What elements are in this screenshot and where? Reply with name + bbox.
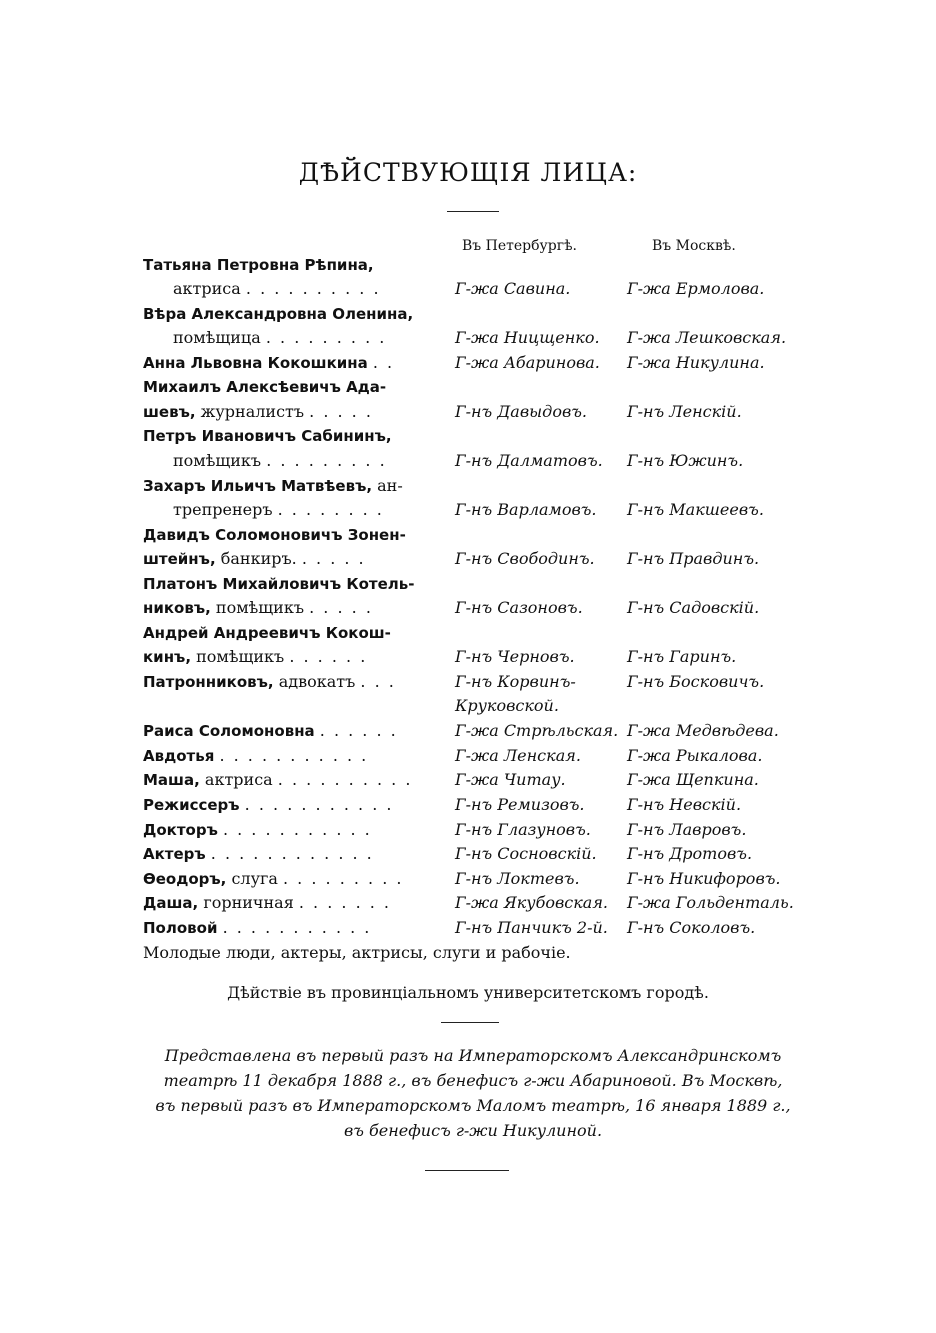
actor-moscow: Г-нъ Босковичъ. [627,672,765,691]
role-description [143,302,413,326]
role-name: штейнъ, [143,550,216,568]
actor-moscow: Г-нъ Южинъ. [627,451,744,470]
premiere-line: театрѣ 11 декабря 1888 г., въ бенефисъ г-жи Абариновой. Въ Москвѣ, [163,1071,783,1090]
actor-petersburg: Г-нъ Ремизовъ. [455,795,585,814]
role-name: Платонъ Михайловичъ Котель- [143,575,415,593]
role-description [143,572,414,596]
actor-moscow: Г-жа Гольденталь. [627,893,794,912]
cast-row [143,326,803,350]
role-description [143,645,367,669]
role-description [143,818,372,842]
premiere-line: въ первый разъ въ Императорскомъ Маломъ театрѣ, 16 января 1889 г., [155,1096,791,1115]
role-name: Авдотья [143,747,215,765]
actor-petersburg: Г-нъ Сазоновъ. [455,598,583,617]
role-description [143,768,412,792]
role-detail: журналистъ [195,402,305,421]
dot-leader: . . . . . . . . . [283,869,404,888]
role-name: кинъ, [143,648,192,666]
dot-leader: . . . . . . . . . [265,328,387,347]
actor-petersburg: Г-нъ Корвинъ- [455,672,576,691]
role-detail: помѣщикъ [210,598,305,617]
role-name: Актеръ [143,845,206,863]
actor-moscow: Г-жа Лешковская. [627,328,787,347]
role-description [143,351,394,375]
role-description [173,498,384,522]
cast-row [143,744,803,768]
cast-row [143,842,803,866]
dot-leader: . . . . . . . . . . . [244,795,394,814]
role-detail: трепренеръ [173,500,273,519]
role-description [143,793,393,817]
role-name: Раиса Соломоновна [143,722,315,740]
actor-moscow: Г-жа Рыкалова. [627,746,763,765]
role-detail: актриса [173,279,241,298]
role-name: Режиссеръ [143,796,240,814]
actor-moscow: Г-нъ Макшеевъ. [627,500,764,519]
column-heading-petersburg: Въ Петербургѣ. [462,238,577,254]
role-description [143,400,373,424]
dot-leader: . . . . . . . . . . . . [210,844,374,863]
role-name: Давидъ Соломоновичъ Зонен- [143,526,406,544]
cast-row [143,351,803,375]
cast-row [143,253,803,277]
actor-moscow: Г-нъ Гаринъ. [627,647,737,666]
actor-moscow: Г-жа Ермолова. [627,279,765,298]
dot-leader: . . . . . . . . . . . [219,746,369,765]
actor-moscow: Г-нъ Соколовъ. [627,918,756,937]
cast-row [143,424,803,448]
actor-petersburg: Г-жа Стрѣльская. [455,721,619,740]
role-description [143,253,374,277]
cast-row [143,375,803,399]
role-detail: горничная [198,893,294,912]
role-detail: помѣщица [173,328,261,347]
dot-leader: . . . . . . . . [277,500,384,519]
role-name: Анна Львовна Кокошкина [143,354,368,372]
cast-row [143,891,803,915]
actor-petersburg: Г-нъ Свободинъ. [455,549,595,568]
actor-moscow: Г-нъ Садовскій. [627,598,760,617]
actor-petersburg: Г-жа Савина. [455,279,571,298]
role-name: Михаилъ Алексѣевичъ Ада- [143,378,387,396]
role-name: Петръ Ивановичъ Сабининъ, [143,427,392,445]
actor-petersburg: Г-нъ Сосновскій. [455,844,597,863]
page-title: ДѢЙСТВУЮЩІЯ ЛИЦА: [298,158,638,187]
actor-moscow: Г-нъ Лавровъ. [627,820,747,839]
cast-row [143,596,803,620]
actor-moscow: Г-нъ Никифоровъ. [627,869,781,888]
role-name: Патронниковъ, [143,673,274,691]
actor-petersburg: Г-нъ Далматовъ. [455,451,603,470]
cast-row [143,694,803,718]
role-description [143,891,391,915]
end-divider [425,1170,509,1171]
actor-moscow: Г-нъ Дротовъ. [627,844,753,863]
premiere-line: Представлена въ первый разъ на Императорскомъ Александринскомъ [164,1046,782,1065]
cast-row [143,474,803,498]
actor-petersburg: Г-жа Ленская. [455,746,581,765]
role-description [143,867,403,891]
cast-row [143,449,803,473]
role-description [173,449,387,473]
actor-petersburg: Г-нъ Панчикъ 2-й. [455,918,608,937]
role-name: никовъ, [143,599,211,617]
cast-row [143,498,803,522]
role-detail: помѣщикъ [173,451,262,470]
dot-leader: . . . . . . . . . . [245,279,381,298]
actor-moscow: Г-жа Щепкина. [627,770,759,789]
role-detail: адвокатъ [273,672,356,691]
actor-moscow: Г-нъ Ленскій. [627,402,742,421]
column-heading-moscow: Въ Москвѣ. [652,238,736,254]
role-description [143,523,406,547]
role-description [143,621,391,645]
dot-leader: . . . [360,672,396,691]
actor-petersburg: Г-жа Абаринова. [455,353,600,372]
actor-moscow: Г-жа Никулина. [627,353,765,372]
actor-moscow: Г-жа Медвѣдева. [627,721,779,740]
dot-leader: . . . . . . [289,647,368,666]
role-description [143,375,386,399]
cast-row [143,941,803,965]
role-detail: слуга [226,869,278,888]
role-description [143,941,571,965]
dot-leader: . . [372,353,395,372]
cast-row [143,547,803,571]
actor-petersburg: Г-жа Якубовская. [455,893,609,912]
role-name: Половой [143,919,218,937]
role-detail: Молодые люди, актеры, актрисы, слуги и рабочіе. [143,943,571,962]
cast-row [143,670,803,694]
role-description [143,670,396,694]
role-description [173,277,381,301]
dot-leader: . . . . . . . . . [266,451,387,470]
cast-row [143,768,803,792]
setting-divider [441,1022,499,1023]
cast-row [143,818,803,842]
cast-row [143,400,803,424]
actor-petersburg: Г-нъ Локтевъ. [455,869,580,888]
actor-petersburg: Г-нъ Глазуновъ. [455,820,591,839]
role-description [143,424,392,448]
dot-leader: . . . . . [309,402,373,421]
cast-row [143,277,803,301]
cast-row [143,523,803,547]
dot-leader: . . . . . . [319,721,398,740]
cast-row [143,719,803,743]
cast-row [143,793,803,817]
cast-row [143,645,803,669]
role-description [173,326,386,350]
premiere-note [138,1043,808,1143]
dot-leader: . . . . . [301,549,366,568]
actor-petersburg: Г-нъ Давыдовъ. [455,402,588,421]
role-detail: помѣщикъ [191,647,285,666]
cast-row [143,572,803,596]
role-description [143,744,368,768]
actor-petersburg: Круковской. [455,696,559,715]
actor-moscow: Г-нъ Невскій. [627,795,742,814]
cast-row [143,621,803,645]
role-name: Ѳеодоръ, [143,870,227,888]
actor-petersburg: Г-жа Ницщенко. [455,328,600,347]
actor-petersburg: Г-нъ Черновъ. [455,647,575,666]
role-name: Захаръ Ильичъ Матвѣевъ, [143,477,373,495]
role-detail: актриса [199,770,273,789]
role-detail: банкиръ. [215,549,297,568]
dot-leader: . . . . . . . . . . . [222,918,372,937]
role-name: Маша, [143,771,200,789]
role-description [143,842,374,866]
role-name: Татьяна Петровна Рѣпина, [143,256,374,274]
role-detail: ан- [372,476,403,495]
dot-leader: . . . . . . . . . . [277,770,413,789]
role-name: Вѣра Александровна Оленина, [143,305,414,323]
dot-leader: . . . . . [309,598,373,617]
cast-row [143,302,803,326]
actor-petersburg: Г-нъ Варламовъ. [455,500,597,519]
setting-note: Дѣйствіе въ провинціальномъ университетскомъ городѣ. [227,983,709,1002]
role-name: шевъ, [143,403,196,421]
dot-leader: . . . . . . . [298,893,391,912]
cast-row [143,867,803,891]
role-name: Докторъ [143,821,218,839]
role-name: Даша, [143,894,199,912]
role-description [143,719,398,743]
actor-moscow: Г-нъ Правдинъ. [627,549,760,568]
cast-row [143,916,803,940]
role-name: Андрей Андреевичъ Кокош- [143,624,391,642]
premiere-line: въ бенефисъ г-жи Никулиной. [343,1121,603,1140]
role-description [143,916,371,940]
role-description [143,596,373,620]
dot-leader: . . . . . . . . . . . [222,820,372,839]
role-description [143,547,366,571]
title-divider [447,211,499,212]
actor-petersburg: Г-жа Читау. [455,770,566,789]
role-description [143,474,403,498]
